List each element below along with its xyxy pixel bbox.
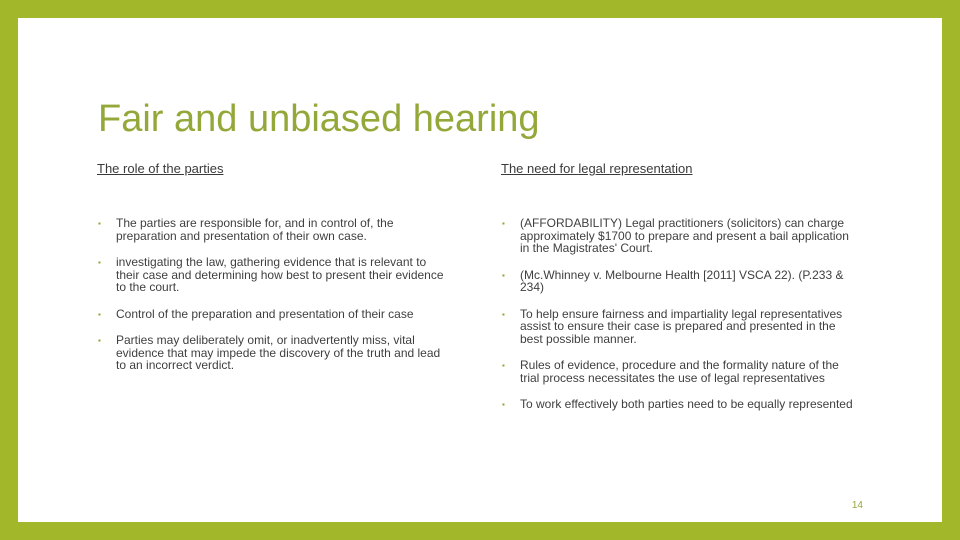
left-bullet-list [97,217,447,386]
bullet-text: To work effectively both parties need to be equally represented [520,397,853,411]
right-column [501,161,857,411]
list-item [501,359,857,384]
square-bullet-icon: ▪ [502,400,505,409]
bullet-text: Control of the preparation and presentation of their case [116,306,414,321]
slide [18,18,942,522]
square-bullet-icon: ▪ [98,309,101,319]
bullet-text: Parties may deliberately omit, or inadvertently miss, vital evidence that may impede the discovery of the truth and lead to an incorrect verdict. [116,333,441,372]
page-number: 14 [851,500,863,511]
list-item [97,256,447,294]
bullet-text: To help ensure fairness and impartiality legal representatives assist to ensure their case is prepared and presented in the best possible manner. [520,306,843,346]
square-bullet-icon: ▪ [98,219,101,228]
bullet-text: Rules of evidence, procedure and the formality nature of the trial process necessitates the use of legal representatives [520,358,839,385]
list-item [501,217,857,255]
square-bullet-icon: ▪ [502,361,505,370]
list-item [501,269,857,294]
right-bullet-list [501,217,857,425]
square-bullet-icon: ▪ [98,258,101,267]
left-column-heading: The role of the parties [97,161,224,176]
square-bullet-icon: ▪ [502,219,505,228]
list-item [501,398,857,411]
square-bullet-icon: ▪ [98,336,101,345]
square-bullet-icon: ▪ [502,309,505,319]
square-bullet-icon: ▪ [502,270,505,280]
list-item [97,308,447,321]
list-item [97,334,447,372]
bullet-text: (AFFORDABILITY) Legal practitioners (solicitors) can charge approximately $1700 to prepare and present a bail application in the Magistrates' Court. [520,216,849,255]
bullet-text: investigating the law, gathering evidence that is relevant to their case and determining how best to present their evidence to the court. [116,255,444,294]
list-item [501,308,857,346]
left-column [97,161,447,372]
slide-title: Fair and unbiased hearing [98,98,540,140]
bullet-text: The parties are responsible for, and in control of, the preparation and presentation of their own case. [116,216,394,243]
bullet-text: (Mc.Whinney v. Melbourne Health [2011] VSCA 22). (P.233 & 234) [520,267,844,294]
right-column-heading: The need for legal representation [501,161,693,176]
list-item [97,217,447,242]
